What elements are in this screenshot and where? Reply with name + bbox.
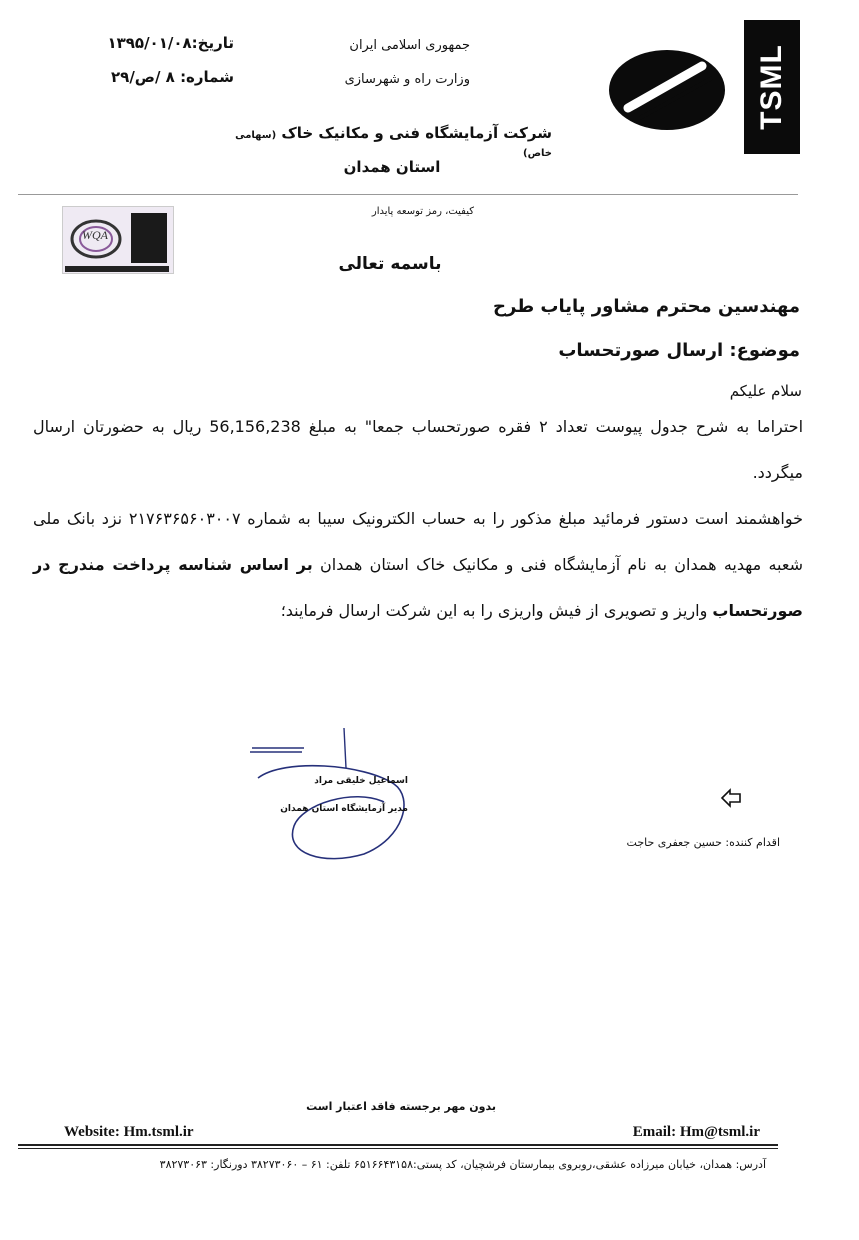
company-address: آدرس: همدان، خیابان میرزاده عشقی،روبروی بیمارستان فرشچیان، کد پستی:۶۵۱۶۶۴۳۱۵۸ تلفن: ۶۱ – ۳۸۲۷۳۰۶۰ دورنگار: ۳۸۲۷۳۰۶۳ [159, 1158, 766, 1171]
para2-part-c: واریز و تصویری از فیش واریزی را به این شرکت ارسال فرمایند؛ [280, 601, 708, 620]
company-title: شرکت آزمایشگاه فنی و مکانیک خاک [281, 124, 552, 142]
recipient: مهندسین محترم مشاور پایاب طرح [493, 296, 800, 317]
paragraph-invoice [33, 404, 803, 496]
para1-end: ریال به حضورتان ارسال میگردد. [33, 417, 803, 482]
logo-text: TSML [755, 44, 788, 130]
footer-divider-thin [18, 1148, 778, 1149]
iso-badge-icon [131, 213, 167, 263]
signature-scribble-icon [244, 718, 414, 864]
account-number: ۲۱۷۶۳۶۵۶۰۳۰۰۷ [128, 509, 241, 528]
date-label: تاریخ: [191, 34, 234, 52]
company-type: (سهامی خاص) [235, 130, 552, 159]
company-emblem-icon [606, 46, 728, 134]
signatory-title: مدیر آزمایشگاه استان همدان [280, 804, 408, 814]
invocation: باسمه تعالی [338, 254, 442, 274]
stamp-validity-note: بدون مهر برجسته فاقد اعتبار است [306, 1100, 496, 1113]
greeting: سلام علیکم [729, 382, 802, 400]
para2-bold-phrase: بر اساس شناسه پرداخت مندرج در صورتحساب [33, 555, 803, 620]
action-by: اقدام کننده: حسین جعفری حاجت [626, 836, 780, 849]
badge-footer-strip [65, 266, 169, 272]
wqa-badge-text: WQA [82, 228, 108, 242]
company-name [228, 124, 552, 160]
signatory-name: اسماعیل خلیقی مراد [314, 776, 408, 786]
subject-line: موضوع: ارسال صورتحساب [558, 340, 800, 361]
invoice-amount: 56,156,238 [209, 417, 301, 436]
ministry-name: وزارت راه و شهرسازی [344, 72, 470, 87]
province-name: استان همدان [343, 158, 441, 176]
paragraph-payment [33, 496, 803, 634]
website-link[interactable]: Website: Hm.tsml.ir [64, 1124, 194, 1140]
action-mark-icon [718, 784, 744, 810]
number-label: شماره: [180, 68, 234, 86]
footer-divider [18, 1144, 778, 1146]
para2-part-b: نزد بانک ملی شعبه مهدیه همدان به نام آزمایشگاه فنی و مکانیک خاک استان همدان [33, 509, 803, 574]
tsml-logo [744, 20, 800, 154]
quality-slogan: کیفیت، رمز توسعه پایدار [371, 206, 474, 217]
email-link[interactable]: Email: Hm@tsml.ir [632, 1124, 760, 1140]
letter-number [110, 68, 234, 86]
para2-part-a: خواهشمند است دستور فرمائید مبلغ مذکور را به حساب الکترونیک سیبا به شماره [247, 509, 803, 528]
header-divider [18, 194, 798, 195]
para1-text: احتراما به شرح جدول پیوست تعداد ۲ فقره صورتحساب جمعا" به مبلغ [308, 417, 804, 436]
number-value: ۸ /ص/۲۹ [111, 68, 175, 86]
country-name: جمهوری اسلامی ایران [349, 38, 470, 53]
date-value: ۱۳۹۵/۰۱/۰۸ [107, 34, 192, 52]
letter-date [84, 34, 234, 52]
